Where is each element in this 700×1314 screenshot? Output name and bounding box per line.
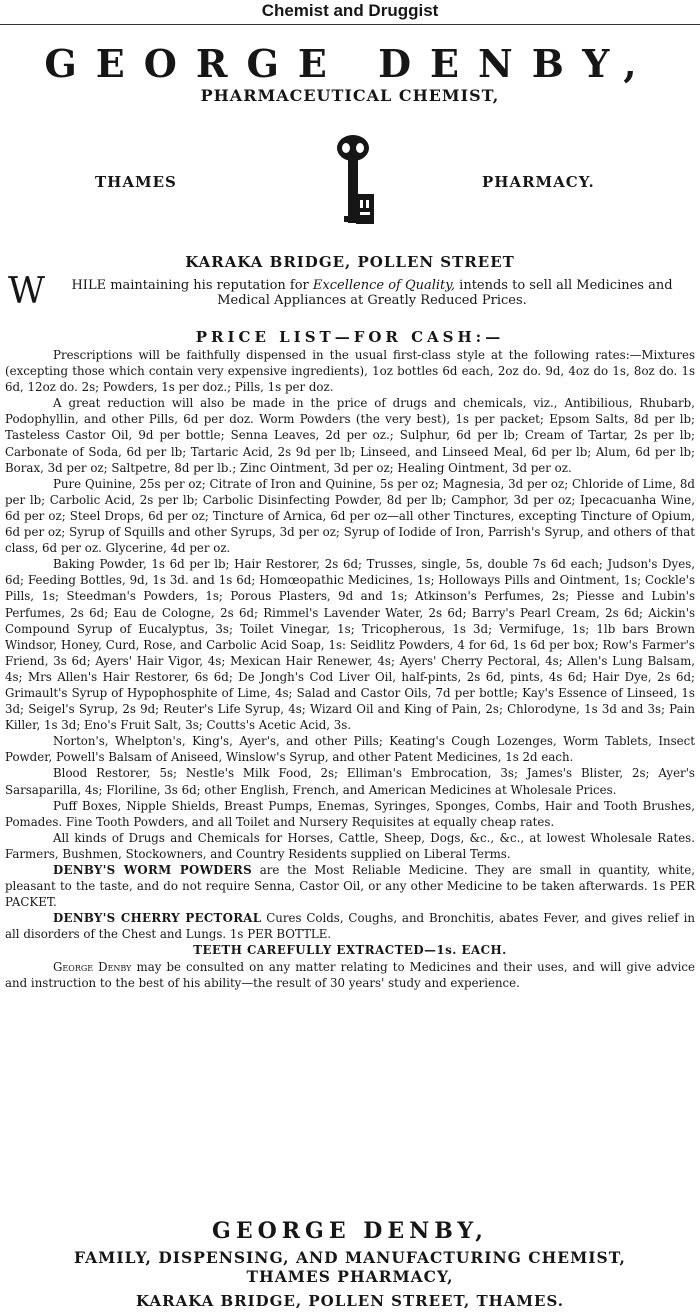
- price-list-body: [5, 347, 695, 991]
- intro-text-1: HILE maintaining his reputation for: [71, 278, 313, 293]
- veterinary-paragraph: All kinds of Drugs and Chemicals for Horses, Cattle, Sheep, Dogs, &c., &c., at lowest Wholesale Rates. Farmers, Bushmen, Stockowners, and Country Residents supplied on Liberal Terms.: [5, 830, 695, 861]
- intro-emphasis: Excellence of Quality,: [312, 278, 456, 293]
- quinine-paragraph: Pure Quinine, 25s per oz; Citrate of Iron and Quinine, 5s per oz; Magnesia, 3d per oz; Chloride of Lime, 8d per lb; Carbolic Acid, 2s per lb; Carbolic Disinfecting Powder, 8d per lb; Camphor, 3d per oz; Ipecacuanha Wine, 6d per oz; Steel Drops, 6d per oz; Tincture of Arnica, 6d per oz—all other Tinctures, excepting Tincture of Opium, 6d per oz; Syrup of Squills and other Syrups, 3d per oz; Syrup of Iodide of Iron, Parrish's Syrup, and others of that class, 6d per oz. Glycerine, 4d per oz.: [5, 476, 695, 556]
- footer-title-line-2: THAMES PHARMACY,: [246, 1267, 454, 1286]
- price-list-heading: PRICE LIST—FOR CASH:—: [195, 328, 505, 346]
- intro-paragraph: [8, 271, 694, 312]
- header-rule: [0, 24, 700, 25]
- footer-address: KARAKA BRIDGE, POLLEN STREET, THAMES.: [136, 1292, 564, 1310]
- consultation-name: George Denby: [53, 959, 132, 974]
- intro-text-2: intends to sell all Medicines and Medical Appliances at Greatly Reduced Prices.: [217, 278, 673, 308]
- column-header: Chemist and Druggist: [261, 1, 439, 20]
- sign-left-text: THAMES: [95, 173, 177, 191]
- drop-cap: W: [8, 271, 46, 312]
- worm-powders-name: DENBY'S WORM POWDERS: [53, 863, 252, 877]
- toilet-paragraph: Puff Boxes, Nipple Shields, Breast Pumps, Enemas, Syringes, Sponges, Combs, Hair and Tooth Brushes, Pomades. Fine Tooth Powders, and all Toilet and Nursery Requisites at equally cheap rates.: [5, 798, 695, 829]
- masthead-name: GEORGE DENBY,: [44, 41, 656, 86]
- cherry-pectoral-text: Cures Colds, Coughs, and Bronchitis, abates Fever, and gives relief in all disorders of the Chest and Lungs. 1s PER BOTTLE.: [5, 911, 696, 942]
- cherry-pectoral-name: DENBY'S CHERRY PECTORAL: [53, 911, 262, 926]
- masthead-address: KARAKA BRIDGE, POLLEN STREET: [185, 253, 515, 271]
- prescriptions-paragraph: Prescriptions will be faithfully dispensed in the usual first-class style at the following rates:—Mixtures (excepting those which contain very expensive ingredients), 1oz bottles 6d each, 2oz do. 9d, 4oz do 1s, 8oz do. 1s 6d, 12oz do. 2s; Powders, 1s per doz.; Pills, 1s per doz.: [5, 348, 695, 395]
- sign-right-text: PHARMACY.: [482, 173, 595, 191]
- masthead-title: PHARMACEUTICAL CHEMIST,: [200, 86, 500, 105]
- restorer-paragraph: Blood Restorer, 5s; Nestle's Milk Food, 2s; Elliman's Embrocation, 3s; James's Blister, 2s; Ayer's Sarsaparilla, 4s; Floriline, 3s 6d; other English, French, and American Medicines at Wholesale Prices.: [5, 766, 695, 797]
- cherry-pectoral-paragraph: [5, 910, 695, 942]
- worm-powders-text: are the Most Reliable Medicine. They are small in quantity, white, pleasant to the taste, and do not require Senna, Castor Oil, or any other Medicine to be taken afterwards. 1s PER PACKET.: [5, 863, 695, 910]
- consultation-text: may be consulted on any matter relating to Medicines and their uses, and will give advice and instruction to the best of his ability—the result of 30 years' study and experience.: [5, 959, 695, 990]
- key-icon: [328, 132, 378, 232]
- worm-powders-paragraph: [5, 862, 695, 910]
- drugs-paragraph: A great reduction will also be made in the price of drugs and chemicals, viz., Antibilious, Rhubarb, Podophyllin, and other Pills, 6d per doz. Worm Powders (the very best), 1s per packet; Epsom Salts, 8d per lb; Tasteless Castor Oil, 9d per bottle; Senna Leaves, 2d per oz.; Sulphur, 6d per lb; Cream of Tartar, 2s per lb; Carbonate of Soda, 6d per lb; Tartaric Acid, 2s 9d per lb; Linseed, and Linseed Meal, 6d per lb; Alum, 6d per lb; Borax, 3d per oz; Saltpetre, 8d per lb.; Zinc Ointment, 3d per oz; Healing Ointment, 3d per oz.: [5, 396, 695, 475]
- pills-paragraph: Norton's, Whelpton's, King's, Ayer's, and other Pills; Keating's Cough Lozenges, Worm Tablets, Insect Powder, Powell's Balsam of Aniseed, Winslow's Syrup, and other Patent Medicines, 1s 2d each.: [5, 734, 695, 765]
- consultation-paragraph: [5, 959, 695, 991]
- sundries-paragraph: Baking Powder, 1s 6d per lb; Hair Restorer, 2s 6d; Trusses, single, 5s, double 7s 6d each; Judson's Dyes, 6d; Feeding Bottles, 9d, 1s 3d. and 1s 6d; Homœopathic Medicines, 1s; Holloways Pills and Ointment, 1s; Cockle's Pills, 1s; Steedman's Powders, 1s; Porous Plasters, 9d and 1s; Atkinson's Perfumes, 2s; Piesse and Lubin's Perfumes, 2s 6d; Eau de Cologne, 2s 6d; Rimmel's Lavender Water, 2s 6d; Barry's Pearl Cream, 2s 6d; Aickin's Compound Syrup of Eucalyptus, 3s; Toilet Vinegar, 1s; Tricopherous, 1s 3d; Vermifuge, 1s; 1lb bars Brown Windsor, Honey, Curd, Rose, and Carbolic Acid Soap, 1s: Seidlitz Powders, 4 for 6d, 1s 6d per box; Row's Farmer's Friend, 3s 6d; Ayers' Hair Vigor, 4s; Mexican Hair Renewer, 4s; Ayers' Cherry Pectoral, 4s; Allen's Lung Balsam, 4s; Mrs Allen's Hair Restorer, 6s 6d; De Jongh's Cod Liver Oil, half-pints, 2s 6d, pints, 4s 6d; Hair Dye, 2s 6d; Grimault's Syrup of Hypophosphite of Lime, 4s; Salad and Castor Oils, 7d per bottle; Kay's Essence of Linseed, 1s 3d; Seigel's Syrup, 2s 9d; Reuter's Life Syrup, 4s; Wizard Oil and King of Pain, 2s; Chlorodyne, 1s 3d and 3s; Pain Killer, 1s 3d; Eno's Fruit Salt, 3s; Coutts's Acetic Acid, 3s.: [5, 557, 695, 733]
- footer-name: GEORGE DENBY,: [212, 1218, 488, 1244]
- footer-title-line-1: FAMILY, DISPENSING, AND MANUFACTURING CHEMIST,: [74, 1248, 626, 1267]
- footer-title: [0, 1248, 700, 1286]
- teeth-notice: TEETH CAREFULLY EXTRACTED—1s. EACH.: [193, 943, 507, 958]
